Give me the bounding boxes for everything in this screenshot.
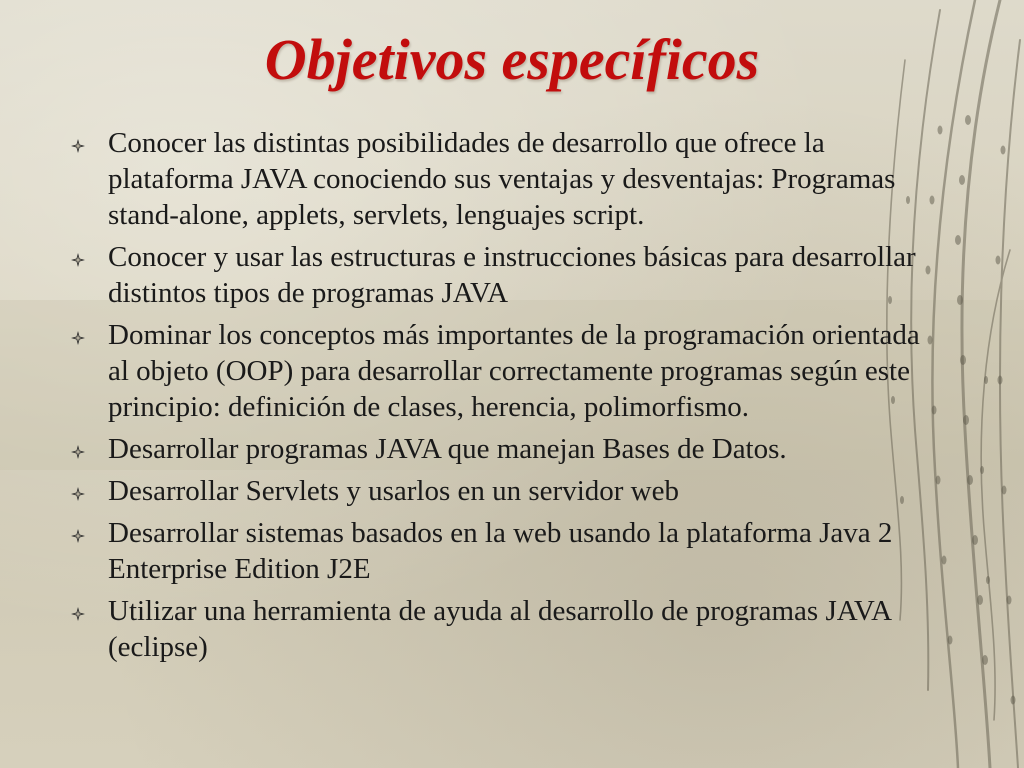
list-item <box>70 317 930 425</box>
list-item-text: Dominar los conceptos más importantes de la programación orientada al objeto (OOP) para desarrollar correctamente programas según este principio: definición de clases, herencia, polimorfismo. <box>108 319 920 423</box>
list-item-text: Conocer las distintas posibilidades de desarrollo que ofrece la plataforma JAVA conociendo sus ventajas y desventajas: Programas stand-alone, applets, servlets, lenguajes script. <box>108 127 896 231</box>
four-petal-diamond-icon <box>70 606 86 622</box>
slide-title: Objetivos específicos <box>264 27 760 92</box>
list-item-text: Desarrollar Servlets y usarlos en un servidor web <box>108 475 679 507</box>
objectives-list <box>70 125 930 671</box>
list-item <box>70 473 930 509</box>
four-petal-diamond-icon <box>70 138 86 154</box>
list-item <box>70 239 930 311</box>
four-petal-diamond-icon <box>70 444 86 460</box>
four-petal-diamond-icon <box>70 252 86 268</box>
four-petal-diamond-icon <box>70 486 86 502</box>
list-item <box>70 593 930 665</box>
list-item-text: Conocer y usar las estructuras e instrucciones básicas para desarrollar distintos tipos de programas JAVA <box>108 241 916 309</box>
list-item <box>70 125 930 233</box>
list-item <box>70 515 930 587</box>
four-petal-diamond-icon <box>70 528 86 544</box>
list-item <box>70 431 930 467</box>
four-petal-diamond-icon <box>70 330 86 346</box>
list-item-text: Utilizar una herramienta de ayuda al desarrollo de programas JAVA (eclipse) <box>108 595 891 663</box>
list-item-text: Desarrollar sistemas basados en la web usando la plataforma Java 2 Enterprise Edition J2E <box>108 517 893 585</box>
list-item-text: Desarrollar programas JAVA que manejan Bases de Datos. <box>108 433 787 465</box>
